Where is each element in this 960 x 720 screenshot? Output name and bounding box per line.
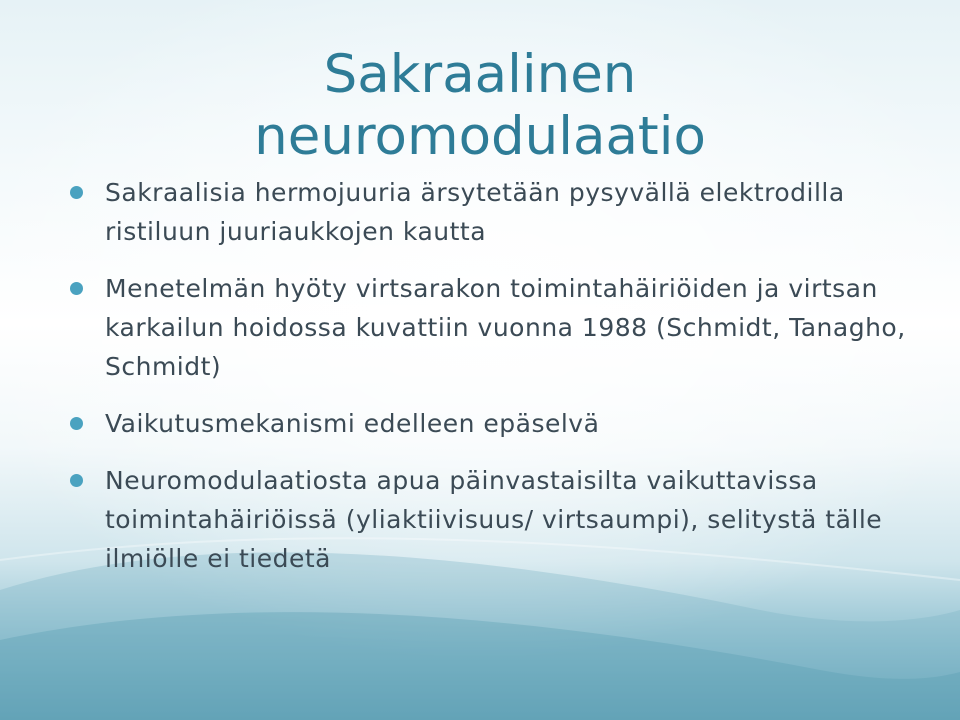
bullet-list bbox=[70, 173, 930, 596]
bullet-text: Vaikutusmekanismi edelleen epäselvä bbox=[105, 409, 600, 438]
bullet-dot-icon bbox=[70, 282, 83, 295]
slide-title-line-2: neuromodulaatio bbox=[254, 105, 706, 167]
bullet-item bbox=[70, 461, 930, 578]
bullet-item bbox=[70, 269, 930, 386]
bullet-dot-icon bbox=[70, 417, 83, 430]
slide-title-line-1: Sakraalinen bbox=[323, 43, 637, 105]
bullet-text: Menetelmän hyöty virtsarakon toimintahäiriöiden ja virtsan karkailun hoidossa kuvattiin vuonna 1988 (Schmidt, Tanagho, Schmidt) bbox=[105, 274, 906, 381]
bullet-text: Sakraalisia hermojuuria ärsytetään pysyvällä elektrodilla ristiluun juuriaukkojen kautta bbox=[105, 178, 845, 246]
bullet-item bbox=[70, 173, 930, 251]
bullet-item bbox=[70, 404, 930, 443]
bullet-text: Neuromodulaatiosta apua päinvastaisilta vaikuttavissa toimintahäiriöissä (yliaktiivisuus/ virtsaumpi), selitystä tälle ilmiölle ei tiedetä bbox=[105, 466, 883, 573]
slide-title bbox=[0, 44, 960, 168]
bullet-dot-icon bbox=[70, 474, 83, 487]
bullet-dot-icon bbox=[70, 186, 83, 199]
